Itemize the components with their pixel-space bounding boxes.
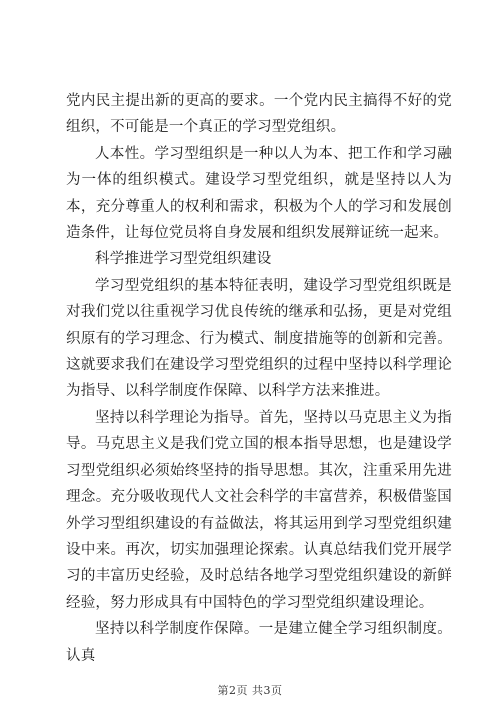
paragraph-2: 人本性。学习型组织是一种以人为本、把工作和学习融为一体的组织模式。建设学习型党组织，就是坚持以人为本，充分尊重人的权利和需求，积极为个人的学习和发展创造条件，让每位党员将自身发展和组织发展辩证统一起来。	[66, 145, 452, 242]
paragraph-3: 学习型党组织的基本特征表明，建设学习型党组织既是对我们党以往重视学习优良传统的继承和弘扬，更是对党组织原有的学习理念、行为模式、制度措施等的创新和完善。这就要求我们在建设学习型党组织的过程中坚持以科学理论为指导、以科学制度作保障、以科学方法来推进。	[66, 277, 452, 400]
paragraph-5: 坚持以科学制度作保障。一是建立健全学习组织制度。认真	[66, 621, 452, 664]
paragraph-4: 坚持以科学理论为指导。首先，坚持以马克思主义为指导。马克思主义是我们党立国的根本指导思想，也是建设学习型党组织必须始终坚持的指导思想。其次，注重采用先进理念。充分吸收现代人文社会科学的丰富营养，积极借鉴国外学习型组织建设的有益做法，将其运用到学习型党组织建设中来。再次，切实加强理论探索。认真总结我们党开展学习的丰富历史经验，及时总结各地学习型党组织建设的新鲜经验，努力形成具有中国特色的学习型党组织建设理论。	[66, 409, 452, 611]
document-body	[66, 88, 452, 669]
page-footer: 第2页 共3页	[217, 684, 283, 697]
paragraph-1: 党内民主提出新的更高的要求。一个党内民主搞得不好的党组织，不可能是一个真正的学习型党组织。	[66, 93, 452, 136]
section-heading: 科学推进学习型党组织建设	[95, 251, 272, 268]
